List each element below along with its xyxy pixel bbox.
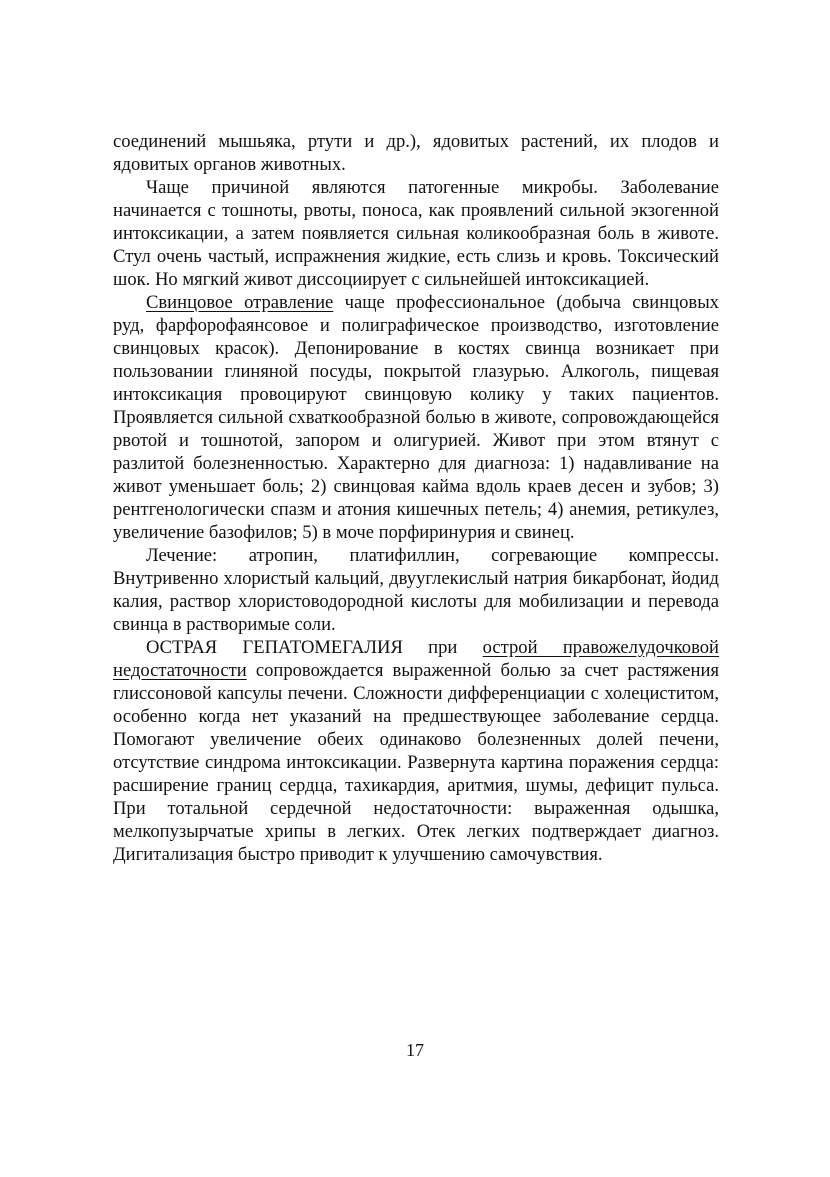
underlined-term: острой правожелудочковой недостаточности bbox=[113, 637, 720, 681]
page-body bbox=[113, 130, 719, 866]
page-number: 17 bbox=[406, 1040, 424, 1060]
paragraph-text: Лечение: атропин, платифиллин, согревающие компрессы. Внутривенно хлористый кальций, двууглекислый натрия бикарбонат, йодид калия, раствор хлористоводородной кислоты для мобилизации и перевода свинца в растворимые соли. bbox=[113, 545, 719, 635]
underlined-term: Свинцовое отравление bbox=[146, 292, 334, 313]
paragraph-lead: ОСТРАЯ ГЕПАТОМЕГАЛИЯ при bbox=[146, 637, 483, 658]
paragraph-hepatomegaly bbox=[113, 636, 719, 866]
paragraph-lead-poisoning bbox=[113, 291, 719, 544]
paragraph-text: чаще профессиональное (добыча свинцовых руд, фарфорофаянсовое и полиграфическое производство, изготовление свинцовых красок). Депонирование в костях свинца возникает при пользовании глиняной посуды, покрытой глазурью. Алкоголь, пищевая интоксикация провоцируют свинцовую колику у таких пациентов. Проявляется сильной схваткообразной болью в животе, сопровождающейся рвотой и тошнотой, запором и олигурией. Живот при этом втянут с разлитой болезненностью. Характерно для диагноза: 1) надавливание на живот уменьшает боль; 2) свинцовая кайма вдоль краев десен и зубов; 3) рентгенологически спазм и атония кишечных петель; 4) анемия, ретикулез, увеличение базофилов; 5) в моче порфиринурия и свинец. bbox=[113, 292, 719, 543]
paragraph-text: Чаще причиной являются патогенные микробы. Заболевание начинается с тошноты, рвоты, поноса, как проявлений сильной экзогенной интоксикации, а затем появляется сильная коликообразная боль в животе. Стул очень частый, испражнения жидкие, есть слизь и кровь. Токсический шок. Но мягкий живот диссоциирует с сильнейшей интоксикацией. bbox=[113, 177, 719, 290]
paragraph-treatment bbox=[113, 544, 719, 636]
paragraph-microbial-causes bbox=[113, 176, 719, 291]
paragraph-text: сопровождается выраженной болью за счет растяжения глиссоновой капсулы печени. Сложности дифференциации с холециститом, особенно когда нет указаний на предшествующее заболевание сердца. Помогают увеличение обеих одинаково болезненных долей печени, отсутствие синдрома интоксикации. Развернута картина поражения сердца: расширение границ сердца, тахикардия, аритмия, шумы, дефицит пульса. При тотальной сердечной недостаточности: выраженная одышка, мелкопузырчатые хрипы в легких. Отек легких подтверждает диагноз. Дигитализация быстро приводит к улучшению самочувствия. bbox=[113, 660, 719, 865]
paragraph-continuation bbox=[113, 130, 719, 176]
paragraph-text: соединений мышьяка, ртути и др.), ядовитых растений, их плодов и ядовитых органов животных. bbox=[113, 131, 719, 175]
